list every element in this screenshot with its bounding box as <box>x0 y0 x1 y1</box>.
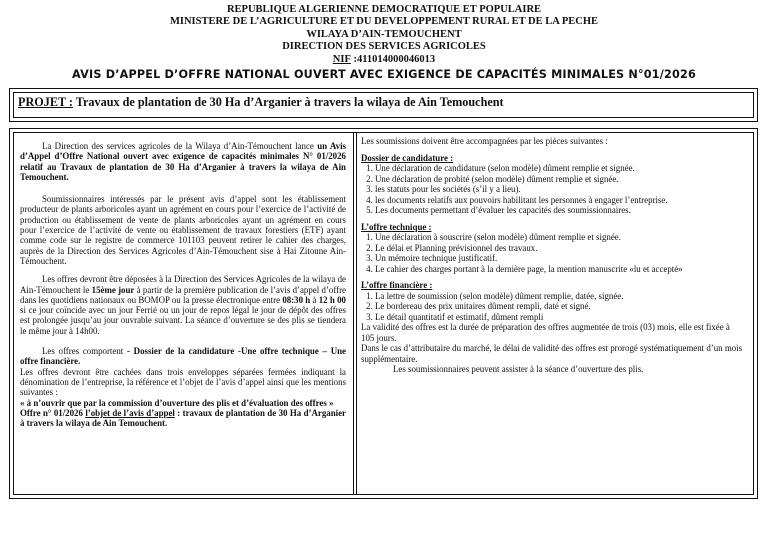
header-direction: DIRECTION DES SERVICES AGRICOLES <box>282 41 486 53</box>
technical-offer-list <box>361 232 745 274</box>
list-item: 2. Le délai et Planning prévisionnel des travaux. <box>375 243 745 254</box>
header-republic: REPUBLIQUE ALGERIENNE DEMOCRATIQUE ET POPULAIRE <box>226 4 542 15</box>
list-item: 3. Le détail quantitatif et estimatif, dûment rempli <box>375 312 745 323</box>
project-label: PROJET : <box>18 95 73 109</box>
deposit-start-time: 08:30 h <box>282 294 311 305</box>
deposit-day: 15ème jour <box>91 284 135 295</box>
deposit-paragraph <box>20 274 346 336</box>
project-box <box>9 88 758 122</box>
deposit-text-3: à <box>310 294 319 305</box>
list-item: 1. La lettre de soumission (selon modèle) dûment remplie, datée, signée. <box>375 291 745 302</box>
deposit-text-1: Les offres devront être déposées à la Direction des Services Agricoles de la wilaya de Ain-Témouchent le <box>20 274 346 295</box>
attribution-paragraph: Dans le cas d’attributaire du marché, le délai de validité des offres est prorogé systématiquement d’un mois supplémentaire. <box>361 343 743 364</box>
envelopes-paragraph: Les offres devront être cachées dans trois enveloppes séparées fermées indiquant la dénomination de l’entreprise, la référence et l’objet de l’avis d’appel ainsi que les mentions suivantes : <box>20 366 346 398</box>
column-divider <box>353 133 357 494</box>
avis-title: AVIS D’APPEL D’OFFRE NATIONAL OUVERT AVEC EXIGENCE DE CAPACITÉS MINIMALES N°01/2026 <box>72 68 696 81</box>
list-item: 3. Un mémoire technique justificatif. <box>375 253 745 264</box>
dossier-title: Dossier de candidature : <box>361 152 454 163</box>
offer-number: Offre n° 01/2026 <box>20 407 86 418</box>
offers-content-bold: - Dossier de la candidature -Une offre technique – Une offre financière. <box>20 346 346 367</box>
right-column <box>361 136 745 375</box>
header-wilaya: WILAYA D’AIN-TEMOUCHENT <box>306 28 462 40</box>
dossier-list <box>361 163 745 216</box>
list-item: 4. les documents relatifs aux pouvoirs habilitant les personnes à engager l’entreprise. <box>375 195 745 206</box>
document-header <box>0 4 768 66</box>
deposit-text-2: à partir de la première publication de l’avis d’appel d’offre dans les quotidiens nationaux ou BOMOP ou la presse électronique entre <box>20 284 346 305</box>
deposit-text-4: si ce jour coïncide avec un jour Ferrié ou un jour de repos légal le jour de dépôt des offres est prolongée jusqu’au jour ouvrable suivant. La séance d’ouverture se des plis se tiendera le même jour à 14h00. <box>20 305 346 336</box>
offer-object-text: : travaux de plantation de 30 Ha d’Arganier à travers la wilaya de Ain Temouchent. <box>20 407 346 429</box>
list-item: 3. les statuts pour les sociétés (s’il y a lieu). <box>375 184 745 195</box>
list-item: 1. Une déclaration de candidature (selon modèle) dûment remplie et signée. <box>375 163 745 174</box>
list-item: 4. Le cahier des charges portant à la dernière page, la mention manuscrite «lu et accepté» <box>375 264 745 275</box>
offer-reference <box>20 408 346 429</box>
intro-paragraph <box>20 141 346 182</box>
intro-bold-text: un Avis d’Appel d’Offre National ouvert avec exigence de capacités minimales N° 01/2026 relatif au Travaux de plantation de 30 Ha d’Arganier à travers la wilaya de Ain Temouchent. <box>20 141 346 182</box>
technical-offer-title: L’offre technique : <box>361 221 432 232</box>
offers-content-text: Les offres comportent <box>42 346 127 357</box>
offers-content-paragraph <box>20 346 346 367</box>
list-item: 1. Une déclaration à souscrire (selon modèle) dûment remplie et signée. <box>375 232 745 243</box>
main-box-inner-border <box>13 132 754 495</box>
documents-intro: Les soumissions doivent être accompagnées par les pièces suivantes : <box>361 136 608 146</box>
intro-text: La Direction des services agricoles de la Wilaya d’Ain-Témouchent lance <box>42 141 318 151</box>
deposit-end-time: 12 h 00 <box>318 294 346 305</box>
list-item: 5. Les documents permettant d’évaluer les capacités des soumissionnaires. <box>375 205 745 216</box>
eligibility-paragraph: Soumissionnaires intéressés par le présent avis d’appel sont les établissement producteur de plants arboricoles ayant un agrément en cours pour l’exercice de l’activité de production ou établissement de vente de plants arboricoles ayant un agrément en cours pour l’exercice de l’activité de vente ou établissement de travaux forestiers (ETF) ayant comme code sur le registre de commerce 101103 peuvent retirer le cahier des charges, auprès de la Direction des Services Agricoles d’Ain-Témouchent sise à Hai Zitoune Ain-Témouchent. <box>20 194 346 266</box>
nif-label: NIF <box>332 53 351 65</box>
header-ministry: MINISTERE DE L’AGRICULTURE ET DU DEVELOPPEMENT RURAL ET DE LA PECHE <box>169 16 599 28</box>
offer-object-label: l’objet de l’avis d’appel <box>85 407 175 418</box>
nif-value: :411014000046013 <box>350 53 436 65</box>
assistance-paragraph: Les soumissionnaires peuvent assister à la séance d’ouverture des plis. <box>393 364 644 374</box>
header-nif <box>0 54 768 66</box>
main-content-box <box>9 128 758 499</box>
left-column <box>20 141 346 428</box>
envelope-mention: « à n’ouvrir que par la commission d’ouverture des plis et d’évaluation des offres » <box>20 397 334 408</box>
list-item: 2. Une déclaration de probité (selon modèle) dûment remplie et signée. <box>375 174 745 185</box>
financial-offer-list <box>361 291 745 323</box>
project-title <box>18 95 504 110</box>
validity-paragraph: La validité des offres est la durée de préparation des offres augmentée de trois (03) mois, elle est fixée à 105 jours. <box>361 322 730 343</box>
financial-offer-title: L’offre financière : <box>361 280 433 290</box>
project-text: Travaux de plantation de 30 Ha d’Arganier à travers la wilaya de Ain Temouchent <box>72 95 504 109</box>
list-item: 2. Le bordereau des prix unitaires dûment rempli, daté et signé. <box>375 301 745 312</box>
